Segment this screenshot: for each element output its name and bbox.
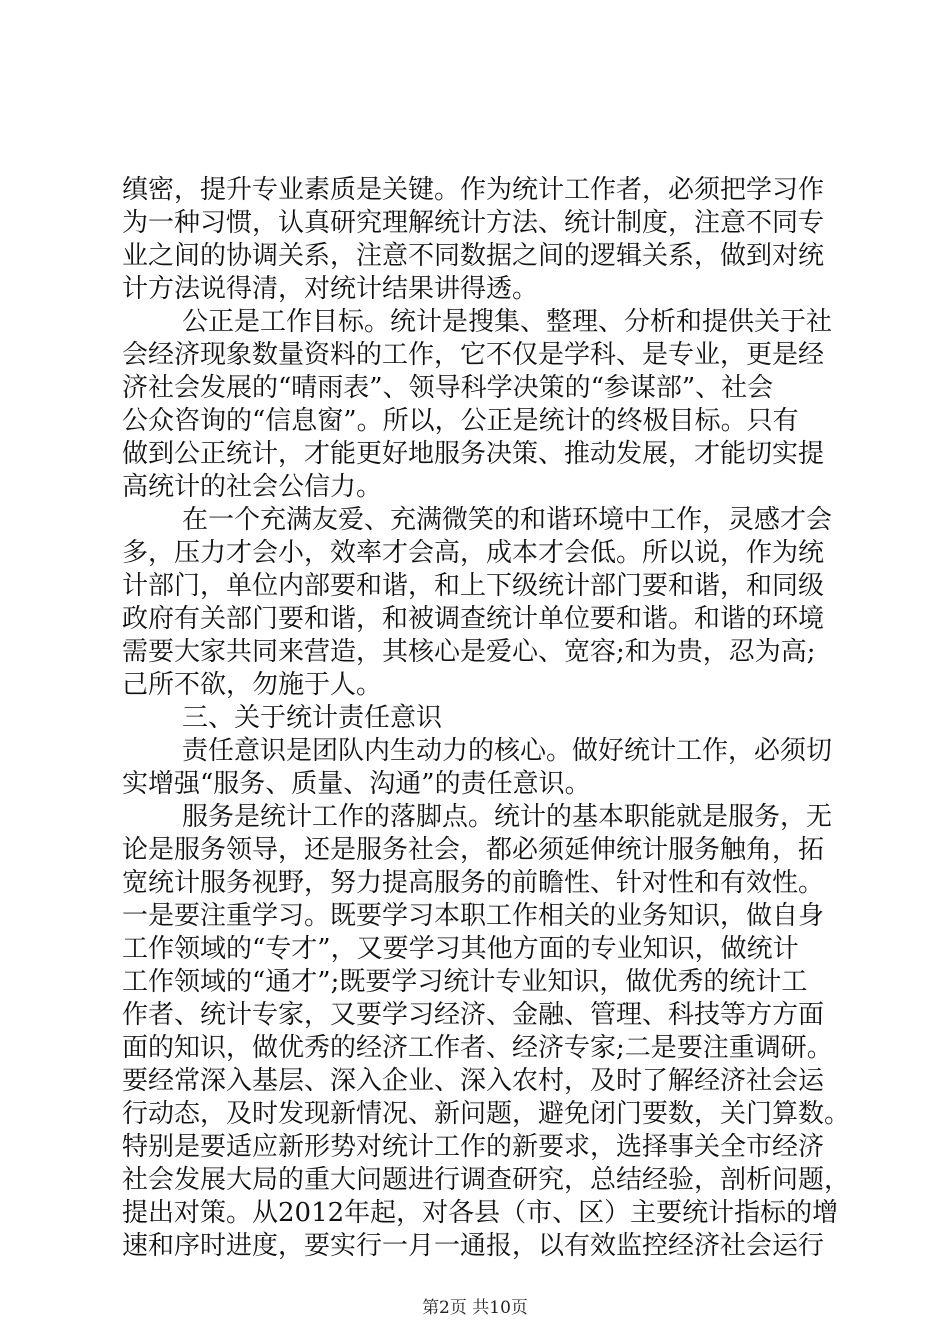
body-line: 服务是统计工作的落脚点。统计的基本职能就是服务，无 [182, 802, 833, 832]
body-line: 一是要注重学习。既要学习本职工作相关的业务知识，做自身 [122, 901, 825, 931]
body-line: 责任意识是团队内生动力的核心。做好统计工作，必须切 [182, 736, 833, 766]
body-line: 社会发展大局的重大问题进行调查研究，总结经验，剖析问题， [122, 1165, 851, 1195]
body-line: 公正是工作目标。统计是搜集、整理、分析和提供关于社 [182, 307, 833, 337]
body-line: 论是服务领导，还是服务社会，都必须延伸统计服务触角，拓 [122, 835, 825, 865]
body-line: 会经济现象数量资料的工作，它不仅是学科、是专业，更是经 [122, 340, 825, 370]
body-line: 己所不欲，勿施于人。 [122, 670, 383, 700]
body-line: 工作领域的“专才”，又要学习其他方面的专业知识，做统计 [122, 934, 799, 964]
body-line: 济社会发展的“晴雨表”、领导科学决策的“参谋部”、社会 [122, 373, 774, 403]
body-line: 为一种习惯，认真研究理解统计方法、统计制度，注意不同专 [122, 208, 825, 238]
body-line: 政府有关部门要和谐，和被调查统计单位要和谐。和谐的环境 [122, 604, 825, 634]
body-line: 做到公正统计，才能更好地服务决策、推动发展，才能切实提 [122, 439, 825, 469]
body-line: 业之间的协调关系，注意不同数据之间的逻辑关系，做到对统 [122, 241, 825, 271]
body-line: 速和序时进度，要实行一月一通报，以有效监控经济社会运行 [122, 1231, 825, 1261]
body-line: 多，压力才会小，效率才会高，成本才会低。所以说，作为统 [122, 538, 825, 568]
body-line: 行动态，及时发现新情况、新问题，避免闭门要数，关门算数。 [122, 1099, 851, 1129]
body-line: 作者、统计专家，又要学习经济、金融、管理、科技等方方面 [122, 1000, 825, 1030]
body-line: 高统计的社会公信力。 [122, 472, 383, 502]
body-line: 公众咨询的“信息窗”。所以，公正是统计的终极目标。只有 [122, 406, 799, 436]
body-line: 计方法说得清，对统计结果讲得透。 [122, 274, 539, 304]
body-line: 特别是要适应新形势对统计工作的新要求，选择事关全市经济 [122, 1132, 825, 1162]
body-line: 实增强“服务、质量、沟通”的责任意识。 [122, 769, 591, 799]
body-line: 宽统计服务视野，努力提高服务的前瞻性、针对性和有效性。 [122, 868, 825, 898]
body-line: 在一个充满友爱、充满微笑的和谐环境中工作，灵感才会 [182, 505, 833, 535]
section-heading: 三、关于统计责任意识 [182, 703, 443, 733]
body-line: 要经常深入基层、深入企业、深入农村，及时了解经济社会运 [122, 1066, 825, 1096]
body-line: 需要大家共同来营造，其核心是爱心、宽容;和为贵，忍为高; [122, 637, 816, 667]
body-line: 缜密，提升专业素质是关键。作为统计工作者，必须把学习作 [122, 175, 825, 205]
body-line: 面的知识，做优秀的经济工作者、经济专家;二是要注重调研。 [122, 1033, 833, 1063]
page-number-footer: 第2页 共10页 [422, 1298, 528, 1318]
body-line: 工作领域的“通才”;既要学习统计专业知识，做优秀的统计工 [122, 967, 808, 997]
body-line: 计部门，单位内部要和谐，和上下级统计部门要和谐，和同级 [122, 571, 825, 601]
body-line: 提出对策。从2012年起，对各县（市、区）主要统计指标的增 [122, 1198, 839, 1228]
